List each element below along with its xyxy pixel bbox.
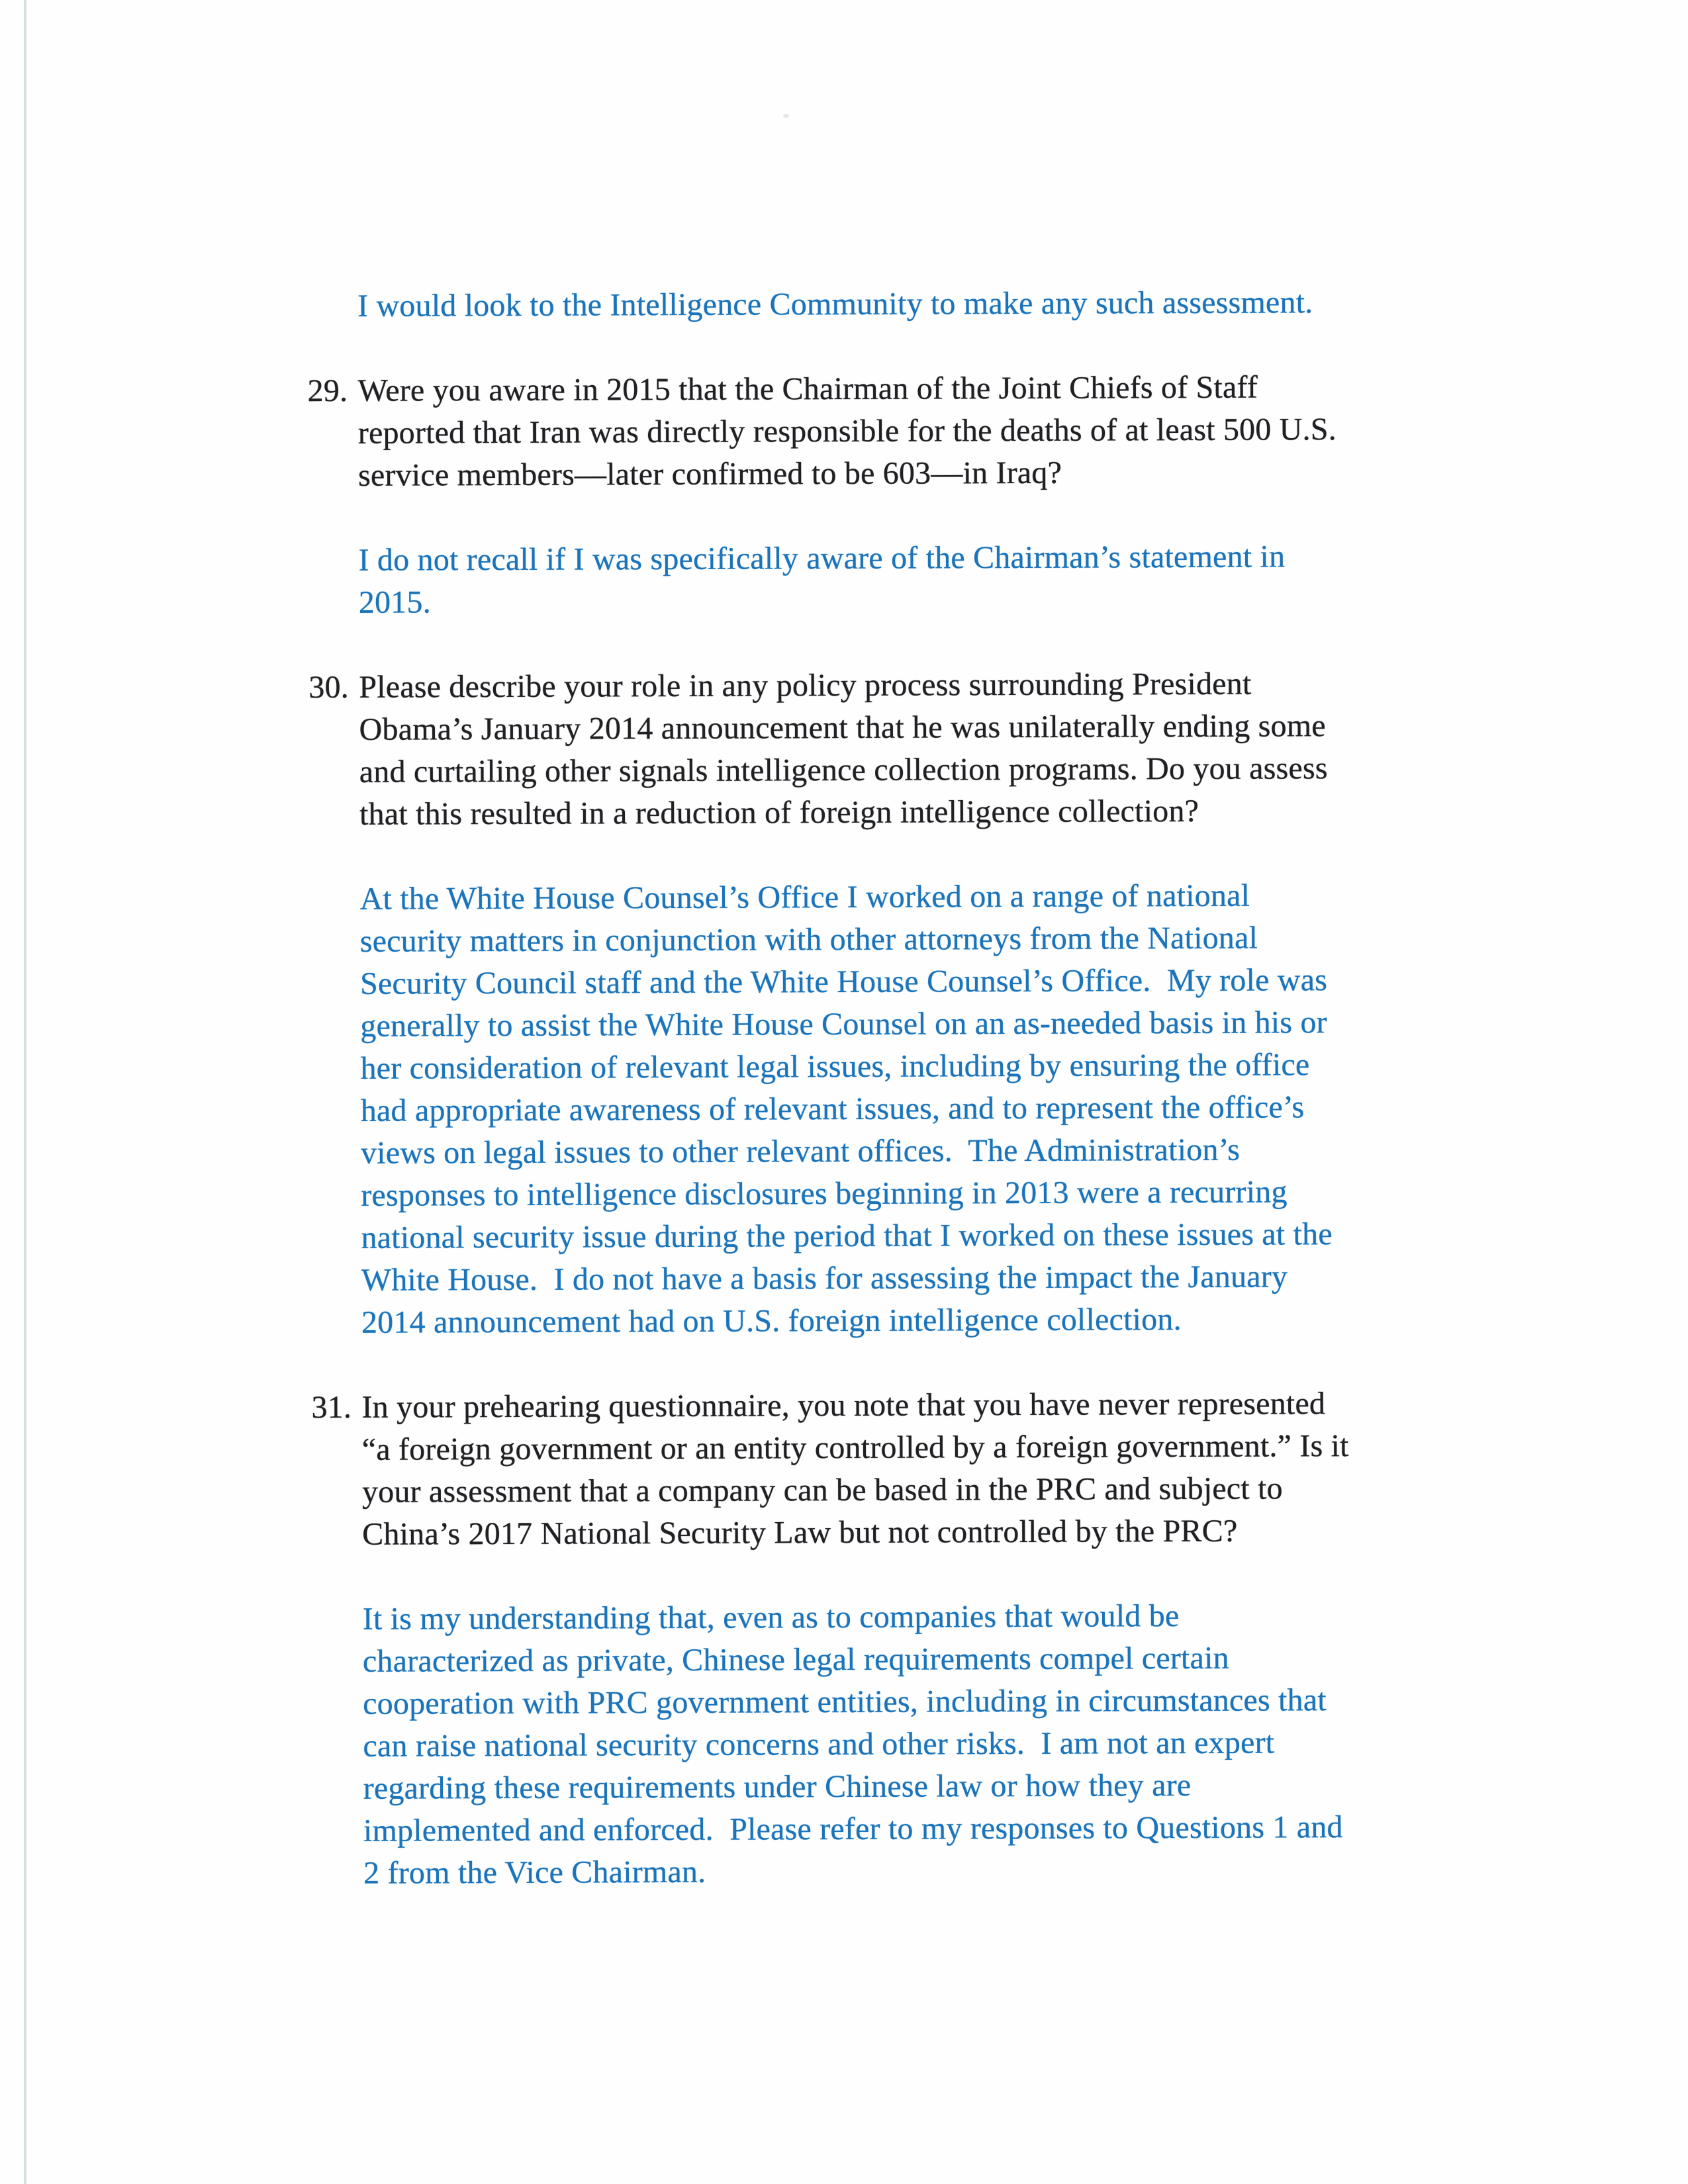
text-line: responses to intelligence disclosures beginning in 2013 were a recurring: [361, 1174, 1288, 1213]
answer-paragraph: [5, 1593, 1688, 1896]
text-line: reported that Iran was directly responsible for the deaths of at least 500 U.S.: [357, 412, 1336, 451]
question-paragraph: [1, 365, 1688, 498]
text-line: that this resulted in a reduction of foreign intelligence collection?: [359, 793, 1199, 832]
answer-paragraph: [1, 534, 1688, 625]
text-line: implemented and enforced. Please refer to my responses to Questions 1 and: [363, 1809, 1343, 1848]
text-line: generally to assist the White House Counsel on an as-needed basis in his or: [360, 1005, 1327, 1044]
text-line: Security Council staff and the White House Counsel’s Office. My role was: [359, 962, 1328, 1001]
text-line: her consideration of relevant legal issues, including by ensuring the office: [360, 1047, 1310, 1086]
scan-dust-speck: [783, 114, 789, 118]
text-line: 2014 announcement had on U.S. foreign intelligence collection.: [361, 1302, 1182, 1340]
text-line: 2 from the Vice Chairman.: [363, 1854, 706, 1891]
text-line: regarding these requirements under Chinese law or how they are: [363, 1768, 1192, 1806]
text-line: I would look to the Intelligence Community to make any such assessment.: [357, 285, 1313, 324]
text-line: It is my understanding that, even as to companies that would be: [362, 1598, 1180, 1637]
text-line: White House. I do not have a basis for assessing the impact the January: [361, 1259, 1288, 1298]
text-line: “a foreign government or an entity controlled by a foreign government.” Is it: [361, 1428, 1349, 1467]
question-number: 30.: [308, 669, 350, 705]
text-line: can raise national security concerns and other risks. I am not an expert: [363, 1725, 1275, 1764]
question-paragraph: [1, 661, 1688, 837]
text-line: characterized as private, Chinese legal requirements compel certain: [362, 1640, 1229, 1679]
text-line: and curtailing other signals intelligence collection programs. Do you assess: [359, 751, 1328, 790]
text-column: [0, 280, 1688, 1938]
text-line: views on legal issues to other relevant offices. The Administration’s: [360, 1132, 1241, 1171]
text-line: national security issue during the period that I worked on these issues at the: [361, 1216, 1333, 1255]
text-line: At the White House Counsel’s Office I worked on a range of national: [359, 878, 1250, 917]
text-line: cooperation with PRC government entities, including in circumstances that: [363, 1682, 1327, 1721]
text-line: China’s 2017 National Security Law but not controlled by the PRC?: [362, 1513, 1238, 1552]
answer-paragraph: [2, 873, 1688, 1345]
question-paragraph: [4, 1381, 1688, 1557]
question-number: 31.: [311, 1389, 352, 1426]
text-line: service members—later confirmed to be 603—in Iraq?: [358, 455, 1062, 493]
text-line: 2015.: [358, 584, 431, 620]
text-line: In your prehearing questionnaire, you note that you have never represented: [361, 1386, 1326, 1425]
text-line: Were you aware in 2015 that the Chairman of the Joint Chiefs of Staff: [357, 369, 1258, 408]
text-line: Please describe your role in any policy process surrounding President: [359, 666, 1252, 705]
answer-paragraph: [0, 280, 1688, 329]
text-line: your assessment that a company can be based in the PRC and subject to: [361, 1471, 1283, 1510]
text-line: Obama’s January 2014 announcement that he was unilaterally ending some: [359, 708, 1326, 747]
text-line: security matters in conjunction with other attorneys from the National: [359, 920, 1258, 959]
question-number: 29.: [307, 373, 348, 409]
text-line: had appropriate awareness of relevant issues, and to represent the office’s: [360, 1089, 1305, 1128]
text-line: I do not recall if I was specifically aware of the Chairman’s statement in: [358, 539, 1286, 578]
